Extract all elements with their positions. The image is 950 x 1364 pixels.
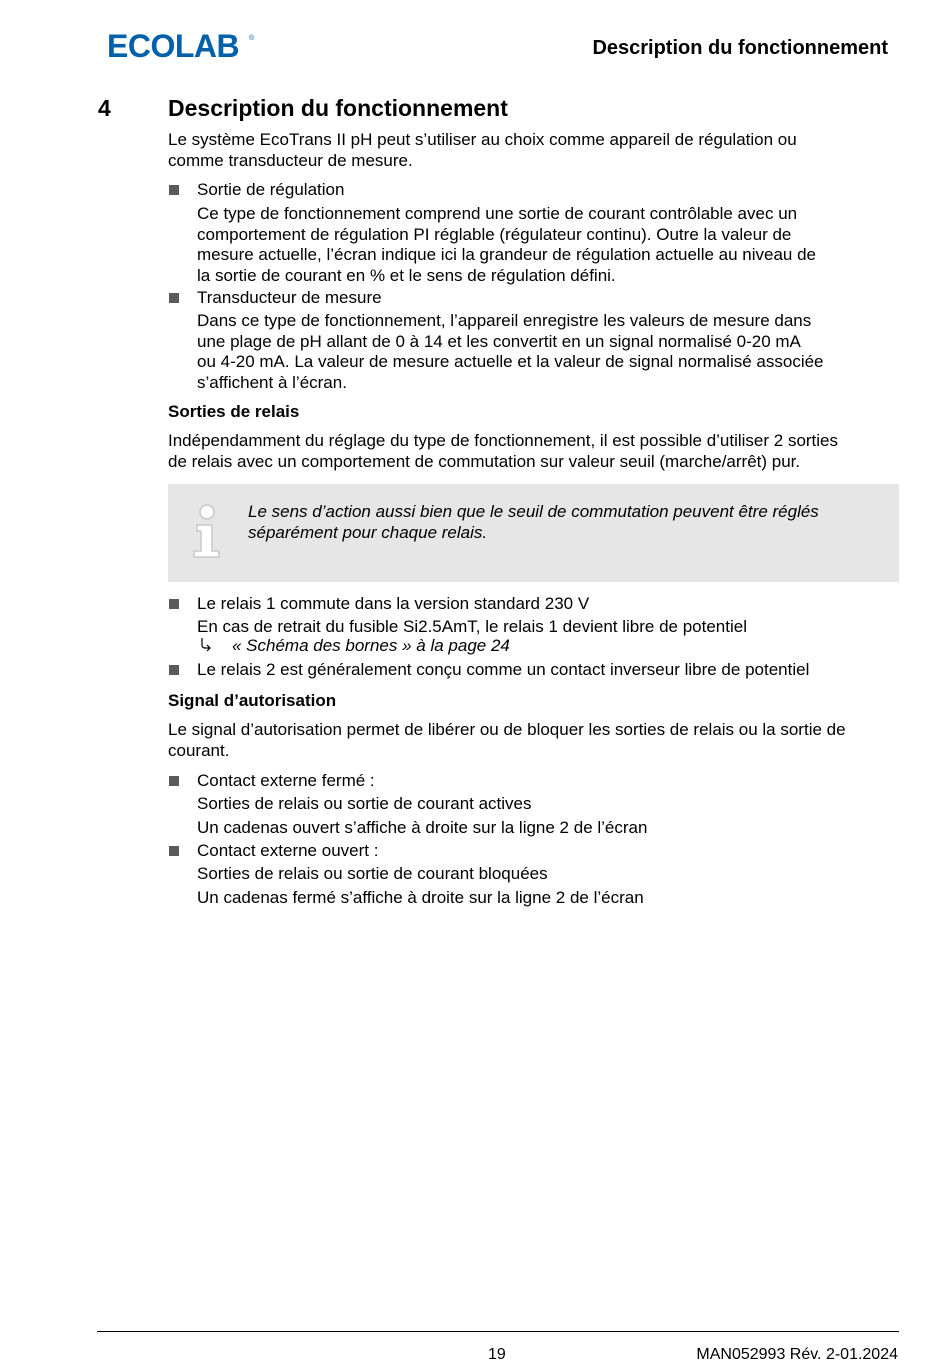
page-number: 19 bbox=[488, 1346, 506, 1363]
relay-1-detail: En cas de retrait du fusible Si2.5AmT, le relais 1 devient libre de potentiel bbox=[197, 617, 747, 636]
contact-open-label: Contact externe ouvert : bbox=[197, 841, 379, 860]
description-line: une plage de pH allant de 0 à 14 et les convertit en un signal normalisé 0-20 mA bbox=[197, 331, 801, 351]
description-line: s’affichent à l’écran. bbox=[197, 372, 347, 392]
document-reference: MAN052993 Rév. 2-01.2024 bbox=[696, 1346, 898, 1363]
running-header-title: Description du fonctionnement bbox=[592, 37, 888, 59]
ecolab-logo bbox=[107, 30, 255, 62]
description-line: ou 4-20 mA. La valeur de mesure actuelle et la valeur de signal normalisé associée bbox=[197, 352, 824, 371]
section-heading-relays: Sorties de relais bbox=[168, 402, 300, 421]
paragraph-line: Indépendamment du réglage du type de fonctionnement, il est possible d’utiliser 2 sorties bbox=[168, 431, 839, 450]
paragraph-line: courant. bbox=[168, 740, 230, 760]
logo-text: ECOLAB bbox=[107, 30, 240, 62]
square-bullet-icon bbox=[169, 599, 179, 609]
paragraph-line: Le signal d’autorisation permet de libérer ou de bloquer les sorties de relais ou la sortie de bbox=[168, 720, 846, 739]
square-bullet-icon bbox=[169, 185, 179, 195]
chapter-number: 4 bbox=[98, 95, 111, 121]
link-arrow-icon bbox=[199, 637, 213, 656]
intro-line: comme transducteur de mesure. bbox=[168, 150, 413, 170]
contact-closed-label: Contact externe fermé : bbox=[197, 771, 375, 790]
section-heading-authorization: Signal d’autorisation bbox=[168, 691, 337, 710]
note-line: Le sens d’action aussi bien que le seuil de commutation peuvent être réglés bbox=[248, 502, 819, 521]
intro-paragraph bbox=[168, 130, 903, 171]
contact-closed-line: Un cadenas ouvert s’affiche à droite sur la ligne 2 de l’écran bbox=[197, 818, 648, 837]
relay-2-label: Le relais 2 est généralement conçu comme un contact inverseur libre de potentiel bbox=[197, 660, 810, 679]
relay-1-label: Le relais 1 commute dans la version standard 230 V bbox=[197, 594, 590, 613]
description-line: Ce type de fonctionnement comprend une sortie de courant contrôlable avec un bbox=[197, 204, 798, 223]
mode-label-transducer: Transducteur de mesure bbox=[197, 288, 382, 307]
paragraph-line: de relais avec un comportement de commutation sur valeur seuil (marche/arrêt) pur. bbox=[168, 451, 801, 471]
chapter-title: Description du fonctionnement bbox=[168, 95, 508, 121]
intro-line: Le système EcoTrans II pH peut s’utiliser au choix comme appareil de régulation ou bbox=[168, 130, 797, 149]
description-line: Dans ce type de fonctionnement, l’appareil enregistre les valeurs de mesure dans bbox=[197, 311, 812, 330]
square-bullet-icon bbox=[169, 293, 179, 303]
cross-reference-link[interactable]: « Schéma des bornes » à la page 24 bbox=[232, 636, 510, 655]
contact-open-line: Un cadenas fermé s’affiche à droite sur la ligne 2 de l’écran bbox=[197, 888, 644, 907]
square-bullet-icon bbox=[169, 846, 179, 856]
mode-label-regulation: Sortie de régulation bbox=[197, 180, 345, 199]
description-line: la sortie de courant en % et le sens de régulation défini. bbox=[197, 265, 616, 285]
authorization-paragraph bbox=[168, 720, 903, 761]
ecolab-logo-mark bbox=[107, 30, 255, 62]
info-note-text bbox=[248, 502, 888, 543]
info-icon bbox=[190, 503, 224, 564]
svg-text:®: ® bbox=[249, 35, 255, 42]
square-bullet-icon bbox=[169, 665, 179, 675]
mode-description-regulation bbox=[197, 204, 897, 286]
contact-closed-line: Sorties de relais ou sortie de courant actives bbox=[197, 794, 532, 813]
note-line: séparément pour chaque relais. bbox=[248, 522, 488, 542]
description-line: mesure actuelle, l’écran indique ici la grandeur de régulation actuelle au niveau de bbox=[197, 245, 817, 264]
description-line: comportement de régulation PI réglable (régulateur continu). Outre la valeur de bbox=[197, 224, 792, 244]
mode-description-transducer bbox=[197, 311, 897, 393]
footer-divider bbox=[97, 1331, 899, 1332]
relays-paragraph bbox=[168, 431, 903, 472]
contact-open-line: Sorties de relais ou sortie de courant bloquées bbox=[197, 864, 548, 883]
square-bullet-icon bbox=[169, 776, 179, 786]
